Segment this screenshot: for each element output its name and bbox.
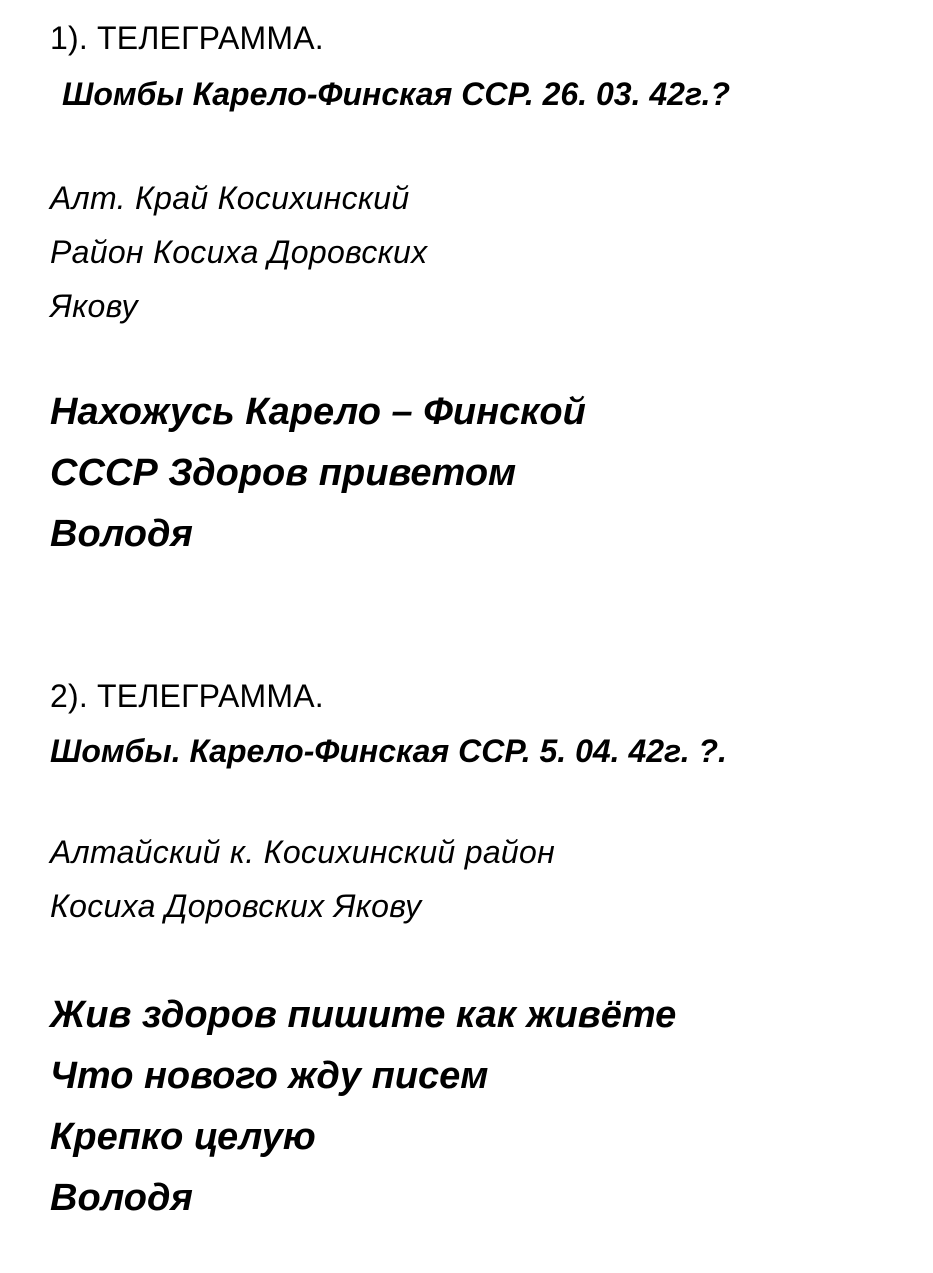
telegram-1-origin-line: Шомбы Карело-Финская ССР. 26. 03. 42г.? (62, 76, 731, 112)
telegram-2-message-line: Володя (50, 1177, 193, 1219)
telegram-2-origin-line: Шомбы. Карело-Финская ССР. 5. 04. 42г. ?. (50, 733, 727, 769)
telegram-2-address-line: Косиха Доровских Якову (50, 888, 422, 924)
telegram-2-message-line: Что нового жду писем (50, 1055, 489, 1097)
telegram-1-heading: 1). ТЕЛЕГРАММА. (50, 20, 324, 56)
telegram-1-address-line: Район Косиха Доровских (50, 234, 428, 270)
telegram-1-message-line: СССР Здоров приветом (50, 452, 517, 494)
telegram-2-heading: 2). ТЕЛЕГРАММА. (50, 678, 324, 714)
telegram-1-message-line: Нахожусь Карело – Финской (50, 391, 586, 433)
telegram-2-message-line: Жив здоров пишите как живёте (50, 994, 677, 1036)
telegram-2-message-line: Крепко целую (50, 1116, 316, 1158)
telegram-1-message-line: Володя (50, 513, 193, 555)
telegram-1-address-line: Якову (50, 288, 138, 324)
telegram-2-address-line: Алтайский к. Косихинский район (50, 834, 556, 870)
telegram-1-address-line: Алт. Край Косихинский (50, 180, 410, 216)
